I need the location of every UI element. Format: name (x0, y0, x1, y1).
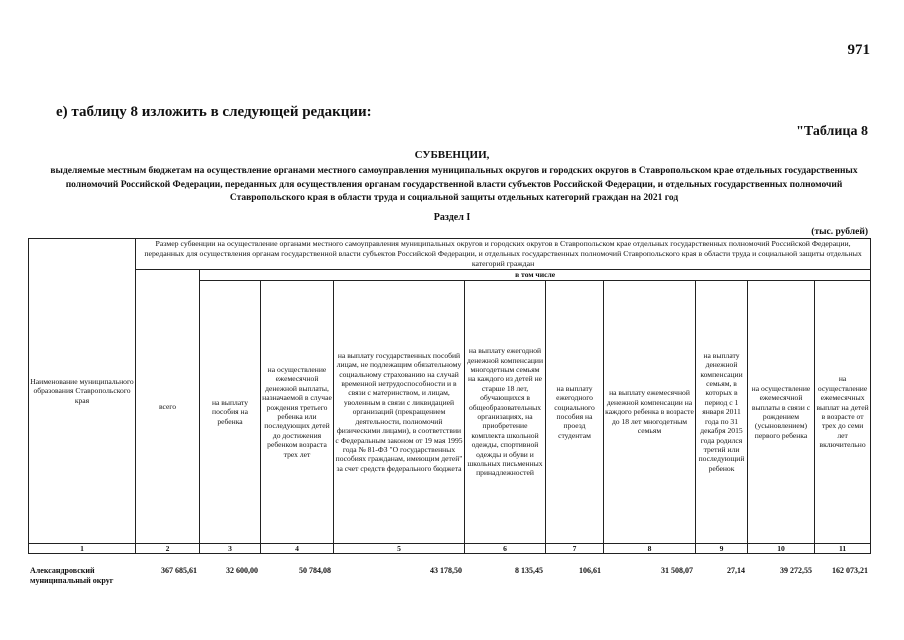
row-value: 39 272,55 (780, 566, 812, 575)
table-tag: "Таблица 8 (796, 124, 868, 139)
header-including: в том числе (200, 270, 871, 281)
row-value: 31 508,07 (661, 566, 693, 575)
column-number: 5 (334, 544, 465, 554)
row-value: 43 178,50 (430, 566, 462, 575)
header-col-7: на выплату ежегодного социального пособия на проезд студентам (546, 281, 604, 544)
row-value: 8 135,45 (515, 566, 543, 575)
column-number: 9 (696, 544, 748, 554)
header-col-11: на осуществление ежемесячных выплат на детей в возрасте от трех до семи лет включительно (815, 281, 871, 544)
row-municipality-name: Александровский муниципальный округ (30, 566, 114, 585)
header-col-6: на выплату ежегодной денежной компенсации многодетным семьям на каждого из детей не старше 18 лет, обучающихся в общеобразовательных организациях, на приобретение комплекта школьной одежды, спортивной одежды и обуви и школьных письменных принадлежностей (465, 281, 546, 544)
column-number: 8 (604, 544, 696, 554)
header-municipality: Наименование муниципального образования Ставропольского края (29, 239, 136, 544)
document-title: СУБВЕНЦИИ, (414, 149, 490, 161)
header-col-4: на осуществление ежемесячной денежной выплаты, назначаемой в случае рождения третьего ребенка или последующих детей до достижения ребенком возраста трех лет (261, 281, 334, 544)
page-number: 971 (847, 42, 870, 58)
row-value: 106,61 (579, 566, 601, 575)
column-number: 10 (748, 544, 815, 554)
subsidies-table-header (28, 238, 871, 554)
column-number: 2 (136, 544, 200, 554)
header-col-8: на выплату ежемесячной денежной компенсации на каждого ребенка в возрасте до 18 лет многодетным семьям (604, 281, 696, 544)
units-label: (тыс. рублей) (811, 227, 868, 237)
column-number: 4 (261, 544, 334, 554)
row-value: 32 600,00 (226, 566, 258, 575)
header-col-5: на выплату государственных пособий лицам, не подлежащим обязательному социальному страхованию на случай временной нетрудоспособности и в связи с материнством, и лицам, уволенным в связи с ликвидацией организаций (прекращением деятельности, полномочий физическими лицами), в соответствии с Федеральным законом от 19 мая 1995 года № 81-ФЗ "О государственных пособиях гражданам, имеющим детей" за счет средств федерального бюджета (334, 281, 465, 544)
column-number: 6 (465, 544, 546, 554)
column-number: 11 (815, 544, 871, 554)
header-col-9: на выплату денежной компенсации семьям, в которых в период с 1 января 2011 года по 31 декабря 2015 года родился третий или последующий ребенок (696, 281, 748, 544)
intro-text: е) таблицу 8 изложить в следующей редакции: (56, 104, 372, 120)
row-value-total: 367 685,61 (161, 566, 197, 575)
header-subsidy-size: Размер субвенции на осуществление органами местного самоуправления муниципальных округов и городских округов в Ставропольском крае отдельных государственных полномочий Российской Федерации, переданных для осуществления органам государственной власти субъектов Российской Федерации, и отдельных государственных полномочий Ставропольского края в области труда и социальной защиты отдельных категорий граждан (136, 239, 871, 270)
column-number: 1 (29, 544, 136, 554)
header-total: всего (136, 270, 200, 544)
header-col-10: на осуществление ежемесячной выплаты в связи с рождением (усыновлением) первого ребенка (748, 281, 815, 544)
subsidies-table-data (28, 566, 870, 586)
document-subtitle: выделяемые местным бюджетам на осуществление органами местного самоуправления муниципальных округов и городских округов в Ставропольском крае отдельных государственных полномочий Российской Федерации, переданных для осуществления органам государственной власти субъектов Российской Федерации, и отдельных государственных полномочий Ставропольского края в области труда и социальной защиты отдельных категорий граждан на 2021 год (50, 166, 858, 203)
column-number: 7 (546, 544, 604, 554)
header-col-3: на выплату пособия на ребенка (200, 281, 261, 544)
row-value: 27,14 (727, 566, 745, 575)
row-value: 50 784,08 (299, 566, 331, 575)
column-number: 3 (200, 544, 261, 554)
table-row (28, 566, 870, 586)
section-label: Раздел I (433, 212, 471, 223)
row-value: 162 073,21 (832, 566, 868, 575)
